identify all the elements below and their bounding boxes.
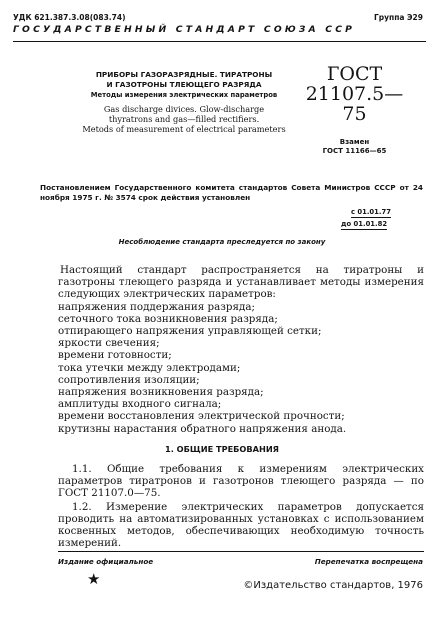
star-icon: ★ bbox=[87, 570, 101, 588]
footer-divider bbox=[58, 551, 424, 552]
decree-text: Постановлением Государственного комитета стандартов Совета Министров СССР от 24 ноября 1975 г. № 3574 срок действия установлен bbox=[40, 183, 423, 202]
title-en-line3: Metods of measurement of electrical parameters bbox=[82, 124, 286, 134]
standard-header: ГОСУДАРСТВЕННЫЙ СТАНДАРТ СОЮЗА ССР bbox=[13, 24, 356, 35]
list-item: яркости свечения; bbox=[58, 337, 160, 350]
gost-number: 21107.5—75 bbox=[305, 83, 404, 125]
title-block bbox=[78, 70, 290, 134]
group-code: Группа Э29 bbox=[373, 13, 423, 22]
violation-notice: Несоблюдение стандарта преследуется по закону bbox=[118, 238, 326, 246]
reprint-prohibited-label: Перепечатка воспрещена bbox=[314, 557, 423, 566]
effective-to-date: до 01.01.82 bbox=[341, 220, 388, 228]
copyright-notice: ©Издательство стандартов, 1976 bbox=[243, 580, 423, 591]
list-item: сеточного тока возникновения разряда; bbox=[58, 312, 278, 325]
list-item: тока утечки между электродами; bbox=[58, 361, 241, 374]
official-edition-label: Издание официальное bbox=[58, 557, 154, 566]
section-title: 1. ОБЩИЕ ТРЕБОВАНИЯ bbox=[165, 444, 279, 454]
title-ru-line1: ПРИБОРЫ ГАЗОРАЗРЯДНЫЕ. ТИРАТРОНЫ bbox=[95, 70, 273, 79]
list-item: амплитуды входного сигнала; bbox=[58, 398, 222, 411]
header-divider bbox=[13, 41, 426, 42]
list-item: крутизны нарастания обратного напряжения анода. bbox=[58, 422, 347, 435]
replaces-label: Взамен bbox=[339, 138, 370, 146]
list-item: сопротивления изоляции; bbox=[58, 373, 200, 386]
list-item: времени готовности; bbox=[58, 349, 172, 362]
gost-number-block bbox=[303, 64, 406, 155]
list-item: напряжения возникновения разряда; bbox=[58, 386, 264, 399]
replaces-value: ГОСТ 11166—65 bbox=[322, 147, 387, 155]
list-item: напряжения поддержания разряда; bbox=[58, 300, 255, 313]
title-en-line1: Gas discharge divices. Glow-discharge bbox=[103, 104, 265, 114]
title-ru-line2: И ГАЗОТРОНЫ ТЛЕЮЩЕГО РАЗРЯДА bbox=[106, 80, 262, 89]
title-ru-subtitle: Методы измерения электрических параметров bbox=[90, 91, 278, 99]
body-intro: Настоящий стандарт распространяется на тиратроны и газотроны тлеющего разряда и устанавливает методы измерения следующих электрических параметров: bbox=[58, 264, 424, 301]
section-text bbox=[58, 463, 424, 549]
gost-label: ГОСТ bbox=[326, 63, 383, 85]
list-item: времени восстановления электрической прочности; bbox=[58, 410, 345, 423]
list-item: отпирающего напряжения управляющей сетки; bbox=[58, 325, 322, 338]
udk-code: УДК 621.387.3.08(083.74) bbox=[13, 13, 126, 22]
paragraph-1-1: 1.1. Общие требования к измерениям электрических параметров тиратронов и газотронов тлеющего разряда — по ГОСТ 21107.0—75. bbox=[58, 463, 424, 500]
title-en-line2: thyratrons and gas—filled rectifiers. bbox=[108, 114, 260, 124]
paragraph-1-2: 1.2. Измерение электрических параметров допускается проводить на автоматизированных установках с использованием косвенных методов, обеспечивающих необходимую точность измерений. bbox=[58, 500, 424, 550]
body-text bbox=[58, 264, 424, 435]
effective-from-date: с 01.01.77 bbox=[351, 208, 391, 216]
